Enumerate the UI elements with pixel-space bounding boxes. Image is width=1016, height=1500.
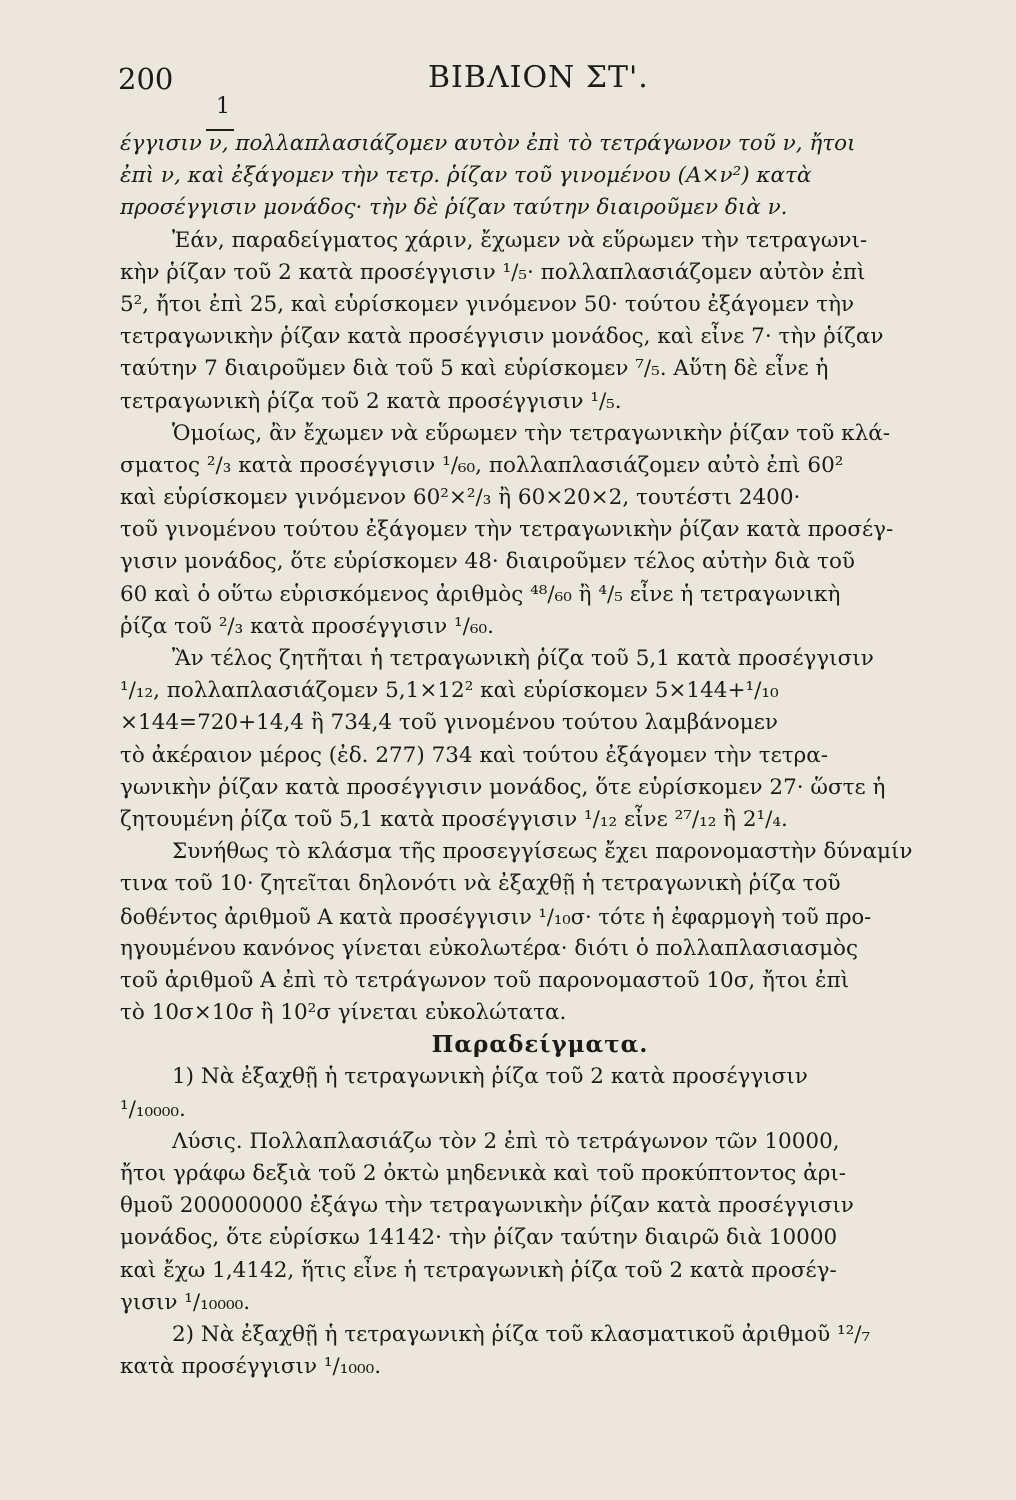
text-line: ἤτοι γράφω δεξιὰ τοῦ 2 ὀκτὼ μηδενικὰ καὶ τοῦ προκύπτοντος ἀρι-: [120, 1161, 847, 1186]
paragraph-start: Ὁμοίως, ἂν ἔχωμεν νὰ εὕρωμεν τὴν τετραγωνικὴν ῥίζαν τοῦ κλά-: [172, 420, 891, 446]
text-line: ταύτην 7 διαιροῦμεν διὰ τοῦ 5 καὶ εὑρίσκομεν ⁷/₅. Αὕτη δὲ εἶνε ἡ: [120, 356, 829, 382]
paragraph-start: Ἐάν, παραδείγματος χάριν, ἔχωμεν νὰ εὕρωμεν τὴν τετραγωνι-: [172, 227, 868, 253]
text-line: ×144=720+14,4 ἢ 734,4 τοῦ γινομένου τούτου λαμβάνομεν: [120, 710, 778, 736]
text-line: γισιν μονάδος, ὅτε εὑρίσκομεν 48· διαιροῦμεν τέλος αὐτὴν διὰ τοῦ: [120, 549, 855, 575]
text-line: τοῦ γινομένου τούτου ἐξάγομεν τὴν τετραγωνικὴν ῥίζαν κατὰ προσέγ-: [120, 517, 894, 543]
text-line: κατὰ προσέγγισιν ¹/₁₀₀₀.: [120, 1354, 382, 1380]
text-line: μονάδος, ὅτε εὑρίσκω 14142· τὴν ῥίζαν ταύτην διαιρῶ διὰ 10000: [120, 1225, 838, 1251]
running-head: ΒΙΒΛΙΟΝ ΣΤ'.: [428, 60, 649, 95]
text-line: δοθέντος ἀριθμοῦ Α κατὰ προσέγγισιν ¹/₁₀σ· τότε ἡ ἐφαρμογὴ τοῦ προ-: [120, 904, 872, 929]
text-line: σματος ²/₃ κατὰ προσέγγισιν ¹/₆₀, πολλαπλασιάζομεν αὐτὸ ἐπὶ 60²: [120, 452, 844, 478]
solution-start: Λύσις. Πολλαπλασιάζω τὸν 2 ἐπὶ τὸ τετράγωνον τῶν 10000,: [172, 1128, 840, 1154]
text-line: τὸ ἀκέραιον μέρος (ἐδ. 277) 734 καὶ τούτου ἐξάγομεν τὴν τετρα-: [120, 742, 829, 768]
page-header: [0, 52, 1016, 102]
text-line: τὸ 10σ×10σ ἢ 10²σ γίνεται εὐκολώτατα.: [120, 1000, 567, 1026]
text-line: ¹/₁₂, πολλαπλασιάζομεν 5,1×12² καὶ εὑρίσκομεν 5×144+¹/₁₀: [120, 678, 779, 704]
text-line: τοῦ ἀριθμοῦ Α ἐπὶ τὸ τετράγωνον τοῦ παρονομαστοῦ 10σ, ἤτοι ἐπὶ: [120, 967, 850, 993]
text-line: τετραγωνικὴ ῥίζα τοῦ 2 κατὰ προσέγγισιν ¹/₅.: [120, 388, 622, 414]
text-line: γωνικὴν ῥίζαν κατὰ προσέγγισιν μονάδος, ὅτε εὑρίσκομεν 27· ὥστε ἡ: [120, 774, 886, 800]
example-2: 2) Νὰ ἐξαχθῇ ἡ τετραγωνικὴ ῥίζα τοῦ κλασματικοῦ ἀριθμοῦ ¹²/₇: [172, 1321, 871, 1347]
text-line: 60 καὶ ὁ οὕτω εὑρισκόμενος ἀριθμὸς ⁴⁸/₆₀ ἢ ⁴/₅ εἶνε ἡ τετραγωνικὴ: [120, 581, 841, 607]
example-1: 1) Νὰ ἐξαχθῇ ἡ τετραγωνικὴ ῥίζα τοῦ 2 κατὰ προσέγγισιν: [172, 1064, 808, 1090]
text-line: τετραγωνικὴν ῥίζαν κατὰ προσέγγισιν μονάδος, καὶ εἶνε 7· τὴν ῥίζαν: [120, 324, 884, 350]
text-line: προσέγγισιν μονάδος· τὴν δὲ ῥίζαν ταύτην διαιροῦμεν διὰ ν.: [120, 195, 788, 221]
text-line: θμοῦ 200000000 ἐξάγω τὴν τετραγωνικὴν ῥίζαν κατὰ προσέγγισιν: [120, 1193, 854, 1219]
body-text: [120, 128, 960, 1383]
section-heading: Παραδείγματα.: [431, 1031, 649, 1059]
text-line: καὶ εὑρίσκομεν γινόμενον 60²×²/₃ ἢ 60×20×2, τουτέστι 2400·: [120, 485, 801, 511]
text-line: ῥίζα τοῦ ²/₃ κατὰ προσέγγισιν ¹/₆₀.: [120, 613, 494, 639]
page-number: 200: [118, 62, 174, 96]
text-line: ¹/₁₀₀₀₀.: [120, 1096, 186, 1122]
text-line: τινα τοῦ 10· ζητεῖται δηλονότι νὰ ἐξαχθῇ ἡ τετραγωνικὴ ῥίζα τοῦ: [120, 871, 841, 897]
paragraph-start: Ἂν τέλος ζητῆται ἡ τετραγωνικὴ ῥίζα τοῦ 5,1 κατὰ προσέγγισιν: [172, 646, 874, 671]
text-line: ηγουμένου κανόνος γίνεται εὐκολωτέρα· διότι ὁ πολλαπλασιασμὸς: [120, 935, 859, 961]
text-line: καὶ ἔχω 1,4142, ἥτις εἶνε ἡ τετραγωνικὴ ῥίζα τοῦ 2 κατὰ προσέγ-: [120, 1257, 837, 1283]
text-line: γισιν ¹/₁₀₀₀₀.: [120, 1289, 251, 1315]
text-line: κὴν ῥίζαν τοῦ 2 κατὰ προσέγγισιν ¹/₅· πολλαπλασιάζομεν αὐτὸν ἐπὶ: [120, 259, 866, 285]
text-line: ζητουμένη ῥίζα τοῦ 5,1 κατὰ προσέγγισιν ¹/₁₂ εἶνε ²⁷/₁₂ ἢ 2¹/₄.: [120, 806, 788, 832]
fraction-numerator: 1: [216, 94, 230, 119]
text-line: ἐπὶ ν, καὶ ἐξάγομεν τὴν τετρ. ῥίζαν τοῦ γινομένου (Α×ν²) κατὰ: [120, 163, 812, 189]
text-line: 5², ἤτοι ἐπὶ 25, καὶ εὑρίσκομεν γινόμενον 50· τούτου ἐξάγομεν τὴν: [120, 291, 855, 317]
paragraph-start: Συνήθως τὸ κλάσμα τῆς προσεγγίσεως ἔχει παρονομαστὴν δύναμίν: [172, 839, 913, 865]
text-line: έγγισιν ν, πολλαπλασιάζομεν αυτὸν ἐπὶ τὸ τετράγωνον τοῦ ν, ἤτοι: [120, 131, 856, 156]
